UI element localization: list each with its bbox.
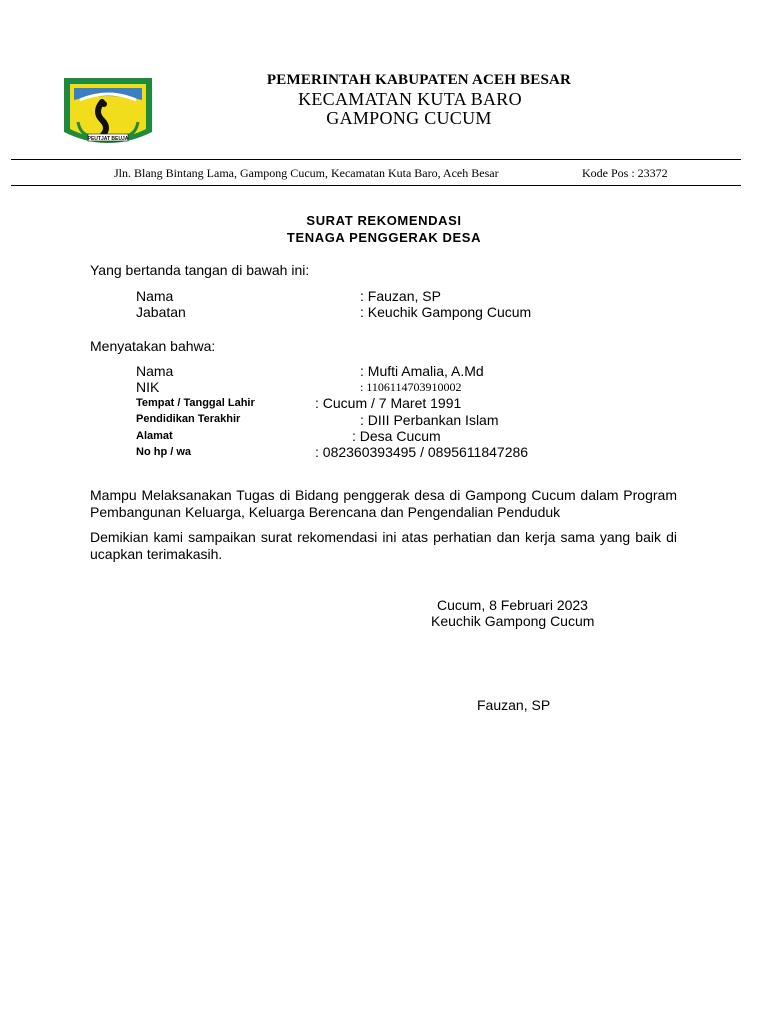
subject-name-value: : Mufti Amalia, A.Md [360,363,484,379]
subject-phone-label: No hp / wa [136,446,191,458]
header-postal-code: Kode Pos : 23372 [582,166,668,180]
header-district: KECAMATAN KUTA BARO [298,89,522,109]
header-address: Jln. Blang Bintang Lama, Gampong Cucum, Kecamatan Kuta Baro, Aceh Besar [114,166,499,180]
subject-nik-label: NIK [136,379,160,395]
subject-name-label: Nama [136,363,174,379]
subject-education-label: Pendidikan Terakhir [136,413,241,425]
declares-text: Menyatakan bahwa: [90,338,216,354]
header-rule-bottom [11,185,741,186]
subject-education-value: : DIII Perbankan Islam [360,412,499,428]
signer-position-label: Jabatan [136,304,186,320]
signer-name-value: : Fauzan, SP [360,288,441,304]
signature-name: Fauzan, SP [477,697,551,713]
subject-birth-label: Tempat / Tanggal Lahir [136,397,255,409]
signer-position-value: : Keuchik Gampong Cucum [360,304,532,320]
intro-text: Yang bertanda tangan di bawah ini: [90,262,310,278]
signer-name-label: Nama [136,288,174,304]
subject-nik-value: : 1106114703910002 [360,380,462,394]
header-government: PEMERINTAH KABUPATEN ACEH BESAR [266,72,572,88]
subject-birth-value: : Cucum / 7 Maret 1991 [315,395,462,411]
body-paragraph-1: Mampu Melaksanakan Tugas di Bidang penggerak desa di Gampong Cucum dalam Program Pembangunan Keluarga, Keluarga Berencana dan Pengendalian Penduduk [90,487,677,520]
letter-subtitle: TENAGA PENGGERAK DESA [286,230,482,245]
subject-address-label: Alamat [136,430,173,442]
signature-place-date: Cucum, 8 Februari 2023 [437,597,588,613]
subject-address-value: : Desa Cucum [352,428,441,444]
subject-phone-value: : 082360393495 / 0895611847286 [315,444,529,460]
svg-text:PEUTJAT BEUJA: PEUTJAT BEUJA [87,136,129,142]
body-paragraph-2: Demikian kami sampaikan surat rekomendasi ini atas perhatian dan kerja sama yang baik di ucapkan terimakasih. [90,529,677,562]
header-village: GAMPONG CUCUM [326,108,492,128]
header-rule-top [11,159,741,160]
letter-title: SURAT REKOMENDASI [306,213,462,228]
signature-position: Keuchik Gampong Cucum [431,613,595,629]
